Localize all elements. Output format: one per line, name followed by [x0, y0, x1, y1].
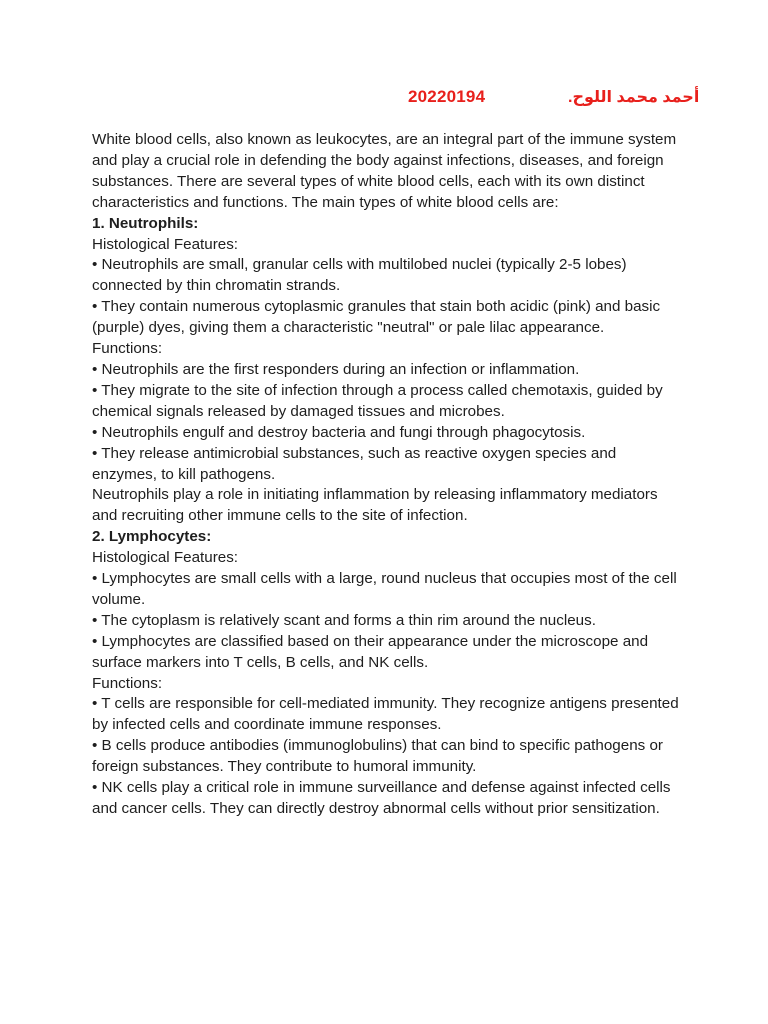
lymphocytes-function-item: • T cells are responsible for cell-mediated immunity. They recognize antigens presented by infected cells and coordinate immune responses.	[92, 695, 679, 734]
student-name: أحمد محمد اللوح.	[568, 89, 700, 106]
lymphocytes-histology-label: Histological Features:	[92, 549, 239, 567]
neutrophils-function-item: • They release antimicrobial substances, such as reactive oxygen species and enzymes, to kill pathogens.	[92, 444, 617, 483]
neutrophils-function-item: • Neutrophils are the first responders during an infection or inflammation.	[92, 360, 580, 378]
lymphocytes-functions-label: Functions:	[92, 674, 163, 692]
neutrophils-function-item: • They migrate to the site of infection through a process called chemotaxis, guided by chemical signals released by damaged tissues and microbes.	[92, 381, 663, 420]
lymphocytes-histology-item: • Lymphocytes are small cells with a large, round nucleus that occupies most of the cell volume.	[92, 570, 677, 608]
neutrophils-histology-label: Histological Features:	[92, 235, 239, 253]
neutrophils-histology-item: • They contain numerous cytoplasmic granules that stain both acidic (pink) and basic (purple) dyes, giving them a characteristic "neutral" or pale lilac appearance.	[92, 298, 661, 337]
student-id: 20220194	[408, 87, 486, 106]
intro-paragraph: White blood cells, also known as leukocytes, are an integral part of the immune system and play a crucial role in defending the body against infections, diseases, and foreign substances. There are several types of white blood cells, each with its own distinct characteristics and functions. The main types of white blood cells are:	[92, 131, 677, 211]
lymphocytes-histology-item: • The cytoplasm is relatively scant and forms a thin rim around the nucleus.	[92, 611, 596, 629]
section-heading-neutrophils: 1. Neutrophils:	[92, 214, 199, 232]
neutrophils-function-item: • Neutrophils engulf and destroy bacteria and fungi through phagocytosis.	[92, 423, 586, 441]
lymphocytes-function-item: • NK cells play a critical role in immune surveillance and defense against infected cells and cancer cells. They can directly destroy abnormal cells without prior sensitization.	[92, 779, 671, 817]
neutrophils-histology-item: • Neutrophils are small, granular cells with multilobed nuclei (typically 2-5 lobes) connected by thin chromatin strands.	[92, 256, 627, 295]
neutrophils-functions-label: Functions:	[92, 340, 163, 358]
lymphocytes-histology-item: • Lymphocytes are classified based on their appearance under the microscope and surface markers into T cells, B cells, and NK cells.	[92, 632, 649, 671]
document-body	[92, 130, 682, 820]
neutrophils-closing-paragraph: Neutrophils play a role in initiating inflammation by releasing inflammatory mediators and recruiting other immune cells to the site of infection.	[92, 486, 658, 525]
lymphocytes-function-item: • B cells produce antibodies (immunoglobulins) that can bind to specific pathogens or foreign substances. They contribute to humoral immunity.	[92, 737, 663, 776]
section-heading-lymphocytes: 2. Lymphocytes:	[92, 528, 212, 546]
